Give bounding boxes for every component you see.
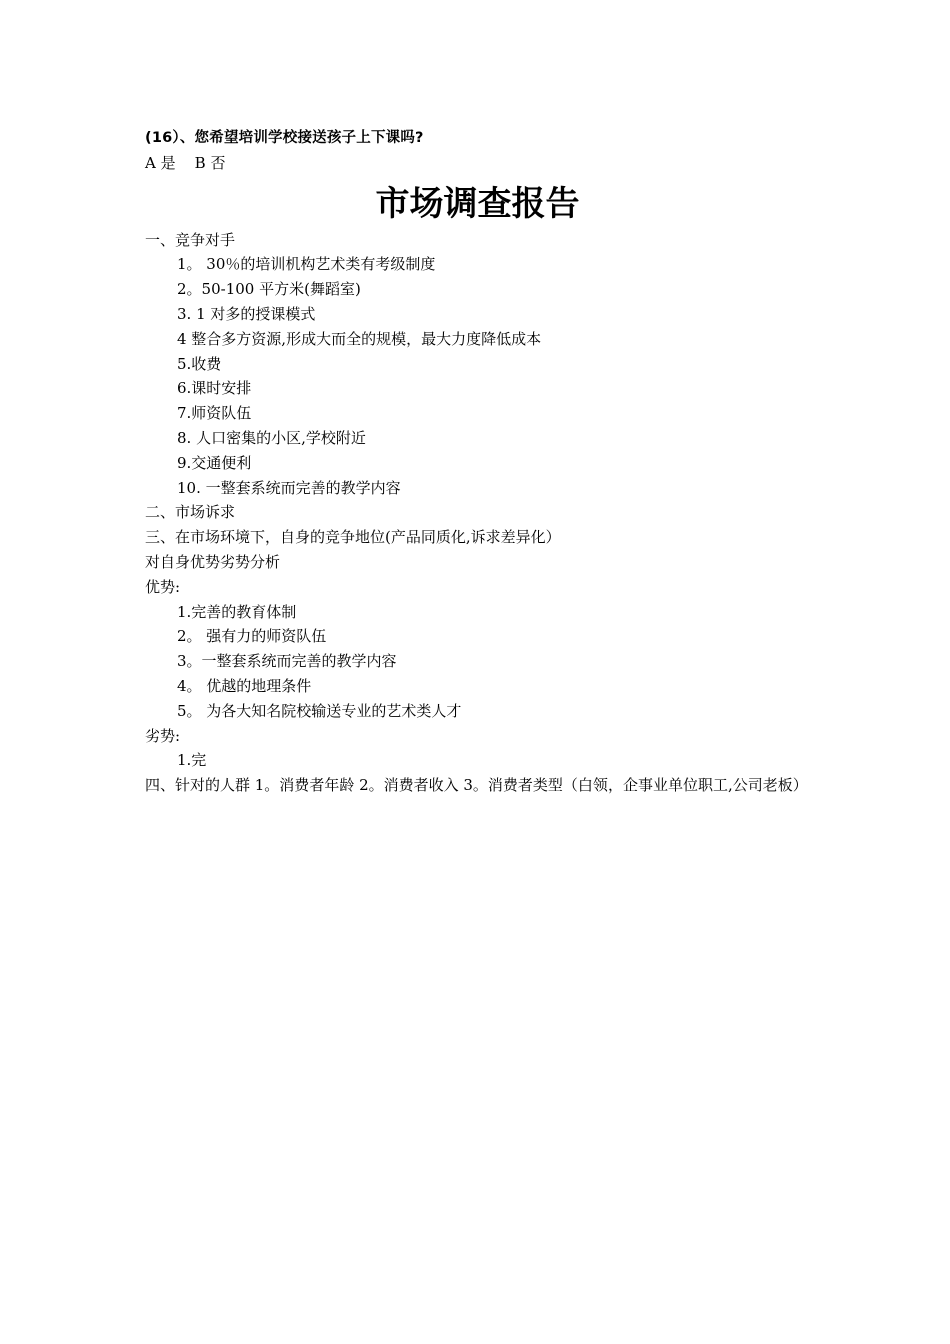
list-item: 7.师资队伍 [177,404,252,423]
list-item: 2。 强有力的师资队伍 [177,627,327,646]
list-item: 6.课时安排 [177,379,252,398]
weaknesses-list [145,748,810,773]
list-item: 1.完善的教育体制 [177,602,297,621]
list-item: 1.完 [177,751,207,770]
question-title: (16）、您希望培训学校接送孩子上下课吗? [145,130,424,146]
competitor-list [145,252,810,500]
document-page [145,126,810,798]
list-item: 5。 为各大知名院校输送专业的艺术类人才 [177,701,462,720]
strengths-label: 优势: [145,577,181,596]
section4-paragraph: 四、针对的人群 1。消费者年龄 2。消费者收入 3。消费者类型（白领，企事业单位职工,公司老板） [145,776,808,795]
list-item: 4。 优越的地理条件 [177,676,312,695]
analysis-heading: 对自身优势劣势分析 [145,552,281,571]
list-item: 10. 一整套系统而完善的教学内容 [177,478,401,497]
section1-heading: 一、竞争对手 [145,230,236,249]
weaknesses-label: 劣势: [145,726,181,745]
list-item: 8. 人口密集的小区,学校附近 [177,428,366,447]
list-item: 3。一整套系统而完善的教学内容 [177,652,397,671]
section2-heading: 二、市场诉求 [145,503,236,522]
report-title: 市场调查报告 [375,183,580,224]
list-item: 2。50-100 平方米(舞蹈室) [177,280,361,299]
question-options: A 是 B 否 [145,153,226,172]
strengths-list [145,600,810,724]
list-item: 1。 30％的培训机构艺术类有考级制度 [177,255,436,274]
list-item: 3. 1 对多的授课模式 [177,304,316,323]
list-item: 9.交通便利 [177,453,252,472]
list-item: 5.收费 [177,354,222,373]
section3-heading: 三、在市场环境下，自身的竞争地位(产品同质化,诉求差异化） [145,528,561,547]
list-item: 4 整合多方资源,形成大而全的规模，最大力度降低成本 [177,329,542,348]
